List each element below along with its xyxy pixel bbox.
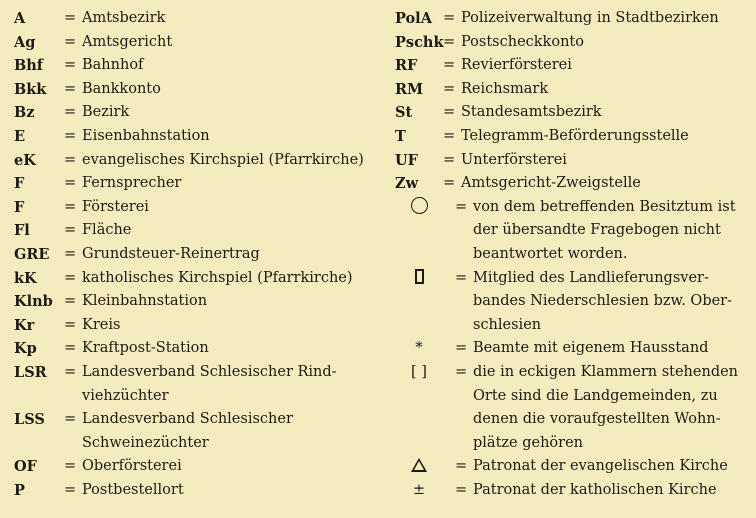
definition-line: beantwortet worden.	[473, 245, 628, 262]
definition	[461, 54, 745, 78]
legend-entry	[395, 31, 745, 55]
equals-sign: =	[64, 458, 77, 475]
equals-sign: =	[64, 316, 77, 333]
definition-line: viehzüchter	[82, 387, 169, 404]
definition-line: evangelisches Kirchspiel (Pfarrkirche)	[82, 151, 364, 168]
definition-line: Reichsmark	[461, 80, 549, 97]
legend-entry	[14, 149, 364, 173]
legend-entry	[395, 337, 745, 361]
equals-sign: =	[64, 33, 77, 50]
equals-sign: =	[64, 104, 77, 121]
abbreviation: Fl	[14, 222, 30, 240]
definition-line: Postbestellort	[82, 481, 184, 498]
abbreviation: Zw	[395, 175, 419, 193]
abbreviation: UF	[395, 151, 418, 169]
equals-sign: =	[64, 245, 77, 262]
definition-line: Grundsteuer-Reinertrag	[82, 245, 260, 262]
definition-line: Amtsbezirk	[82, 10, 166, 26]
abbreviation: GRE	[14, 245, 50, 263]
definition-line: Fläche	[82, 222, 132, 239]
equals-sign: =	[64, 340, 77, 357]
abbreviation: E	[14, 127, 26, 145]
legend-entry	[395, 196, 745, 267]
legend-entry	[395, 149, 745, 173]
abbreviation: St	[395, 104, 413, 122]
equals-sign: =	[443, 10, 456, 26]
definition	[82, 78, 364, 102]
definition	[461, 7, 745, 31]
abbreviation: OF	[14, 458, 37, 476]
legend-entry	[14, 54, 364, 78]
abbreviation: Klnb	[14, 293, 53, 311]
definition-line: katholisches Kirchspiel (Pfarrkirche)	[82, 269, 353, 286]
equals-sign: =	[64, 198, 77, 215]
definition-line: Postscheckkonto	[461, 33, 584, 50]
legend-entry	[395, 54, 745, 78]
definition	[473, 196, 745, 267]
equals-sign: =	[455, 340, 468, 357]
equals-sign: =	[455, 481, 468, 498]
definition	[82, 101, 364, 125]
abbreviation: Bhf	[14, 57, 44, 75]
symbol: *	[415, 340, 423, 357]
definition	[82, 219, 364, 243]
equals-sign: =	[443, 127, 456, 144]
legend-entry	[14, 243, 364, 267]
definition	[82, 408, 364, 455]
definition	[82, 243, 364, 267]
definition-line: Patronat der evangelischen Kirche	[473, 458, 728, 475]
equals-sign: =	[64, 151, 77, 168]
definition	[82, 54, 364, 78]
definition	[82, 290, 364, 314]
symbol: [ ]	[411, 363, 427, 380]
legend-entry	[14, 7, 364, 31]
definition-line: Revierförsterei	[461, 57, 572, 74]
equals-sign: =	[455, 458, 468, 475]
abbreviation: Ag	[14, 33, 36, 51]
abbreviation: Bkk	[14, 80, 47, 98]
equals-sign: =	[64, 222, 77, 239]
equals-sign: =	[443, 80, 456, 97]
abbreviation: A	[14, 10, 26, 27]
definition	[82, 314, 364, 338]
definition	[473, 479, 745, 503]
definition-line: von dem betreffenden Besitztum ist	[473, 198, 736, 215]
definition-line: Polizeiverwaltung in Stadtbezirken	[461, 10, 719, 26]
definition	[473, 455, 745, 479]
definition-line: schlesien	[473, 316, 542, 333]
legend-entry	[14, 196, 364, 220]
legend-entry	[14, 101, 364, 125]
symbol: ±	[412, 481, 426, 498]
equals-sign: =	[64, 10, 77, 26]
definition-line: Eisenbahnstation	[82, 127, 210, 144]
definition-line: Kleinbahnstation	[82, 293, 208, 310]
definition	[461, 101, 745, 125]
definition	[82, 7, 364, 31]
legend-entry	[395, 7, 745, 31]
legend-entry	[14, 219, 364, 243]
legend-entry	[395, 455, 745, 479]
definition-line: Unterförsterei	[461, 151, 567, 168]
legend-entry	[395, 479, 745, 503]
left-column	[14, 7, 364, 502]
definition-line: Orte sind die Landgemeinden, zu	[473, 387, 718, 404]
legend-entry	[395, 361, 745, 455]
abbreviation: RF	[395, 57, 418, 75]
definition-line: Landesverband Schlesischer	[82, 411, 293, 428]
equals-sign: =	[443, 175, 456, 192]
definition	[82, 337, 364, 361]
triangle-icon	[395, 455, 455, 479]
definition	[82, 125, 364, 149]
equals-sign: =	[64, 127, 77, 144]
legend-entry	[14, 337, 364, 361]
right-column	[395, 7, 745, 502]
legend-entry	[14, 290, 364, 314]
definition	[461, 31, 745, 55]
abbreviation: LSR	[14, 363, 47, 381]
definition-line: plätze gehören	[473, 434, 584, 451]
abbreviation: LSS	[14, 411, 45, 429]
equals-sign: =	[64, 481, 77, 498]
definition-line: Mitglied des Landlieferungsver-	[473, 269, 709, 286]
abbreviation: PolA	[395, 10, 432, 27]
definition	[82, 149, 364, 173]
legend-entry	[14, 78, 364, 102]
equals-sign: =	[64, 269, 77, 286]
circle-icon	[395, 196, 455, 220]
definition-line: Schweinezüchter	[82, 434, 209, 451]
equals-sign: =	[64, 57, 77, 74]
definition-line: Patronat der katholischen Kirche	[473, 481, 717, 498]
abbreviation: P	[14, 481, 25, 499]
legend-entry	[14, 172, 364, 196]
equals-sign: =	[455, 363, 468, 380]
triangle-shape-icon	[411, 458, 427, 472]
legend-entry	[395, 172, 745, 196]
definition-line: Bahnhof	[82, 57, 144, 74]
definition-line: Bezirk	[82, 104, 130, 121]
rectangle-icon	[395, 267, 455, 291]
equals-sign: =	[443, 57, 456, 74]
definition	[461, 172, 745, 196]
equals-sign: =	[443, 104, 456, 121]
equals-sign: =	[455, 198, 468, 215]
abbreviation: T	[395, 127, 406, 145]
definition	[461, 125, 745, 149]
definition-line: Kreis	[82, 316, 121, 333]
definition-line: Kraftpost-Station	[82, 340, 209, 357]
legend-entry	[14, 408, 364, 455]
definition	[82, 361, 364, 408]
equals-sign: =	[64, 411, 77, 428]
abbreviation: F	[14, 198, 25, 216]
definition	[82, 196, 364, 220]
legend-entry	[14, 31, 364, 55]
equals-sign: =	[443, 33, 456, 50]
rectangle-shape-icon	[415, 269, 424, 284]
legend-entry	[14, 455, 364, 479]
definition-line: Telegramm-Beförderungsstelle	[461, 127, 689, 144]
definition	[82, 479, 364, 503]
legend-entry	[395, 125, 745, 149]
definition-line: denen die voraufgestellten Wohn-	[473, 411, 721, 428]
abbreviation: Kp	[14, 340, 37, 358]
equals-sign: =	[64, 175, 77, 192]
equals-sign: =	[443, 151, 456, 168]
definition-line: Oberförsterei	[82, 458, 182, 475]
abbreviation: kK	[14, 269, 37, 287]
legend-entry	[395, 267, 745, 338]
definition-line: Amtsgericht-Zweigstelle	[461, 175, 641, 192]
abbreviation: F	[14, 175, 25, 193]
abbreviation: Kr	[14, 316, 35, 334]
definition-line: Försterei	[82, 198, 149, 215]
definition	[461, 78, 745, 102]
definition	[473, 337, 745, 361]
definition	[473, 267, 745, 338]
legend-entry	[14, 479, 364, 503]
equals-sign: =	[64, 293, 77, 310]
equals-sign: =	[455, 269, 468, 286]
circle-shape-icon	[411, 197, 428, 214]
definition	[473, 361, 745, 455]
legend-entry	[395, 101, 745, 125]
equals-sign: =	[64, 80, 77, 97]
definition-line: Amtsgericht	[82, 33, 173, 50]
abbreviation: Bz	[14, 104, 35, 122]
legend-entry	[14, 314, 364, 338]
definition	[82, 267, 364, 291]
legend-entry	[395, 78, 745, 102]
definition-line: Landesverband Schlesischer Rind-	[82, 363, 337, 380]
legend-entry	[14, 361, 364, 408]
definition	[461, 149, 745, 173]
definition-line: Bankkonto	[82, 80, 161, 97]
legend-entry	[14, 125, 364, 149]
legend-entry	[14, 267, 364, 291]
definition-line: Fernsprecher	[82, 175, 182, 192]
equals-sign: =	[64, 363, 77, 380]
abbreviation: Pschk	[395, 33, 444, 51]
definition-line: die in eckigen Klammern stehenden	[473, 363, 739, 380]
definition-line: Standesamtsbezirk	[461, 104, 602, 121]
definition-line: Beamte mit eigenem Hausstand	[473, 340, 709, 357]
abbreviation: RM	[395, 80, 424, 98]
definition-line: bandes Niederschlesien bzw. Ober-	[473, 293, 733, 310]
definition	[82, 172, 364, 196]
abbreviation: eK	[14, 151, 36, 169]
definition	[82, 31, 364, 55]
definition-line: der übersandte Fragebogen nicht	[473, 222, 721, 239]
definition	[82, 455, 364, 479]
